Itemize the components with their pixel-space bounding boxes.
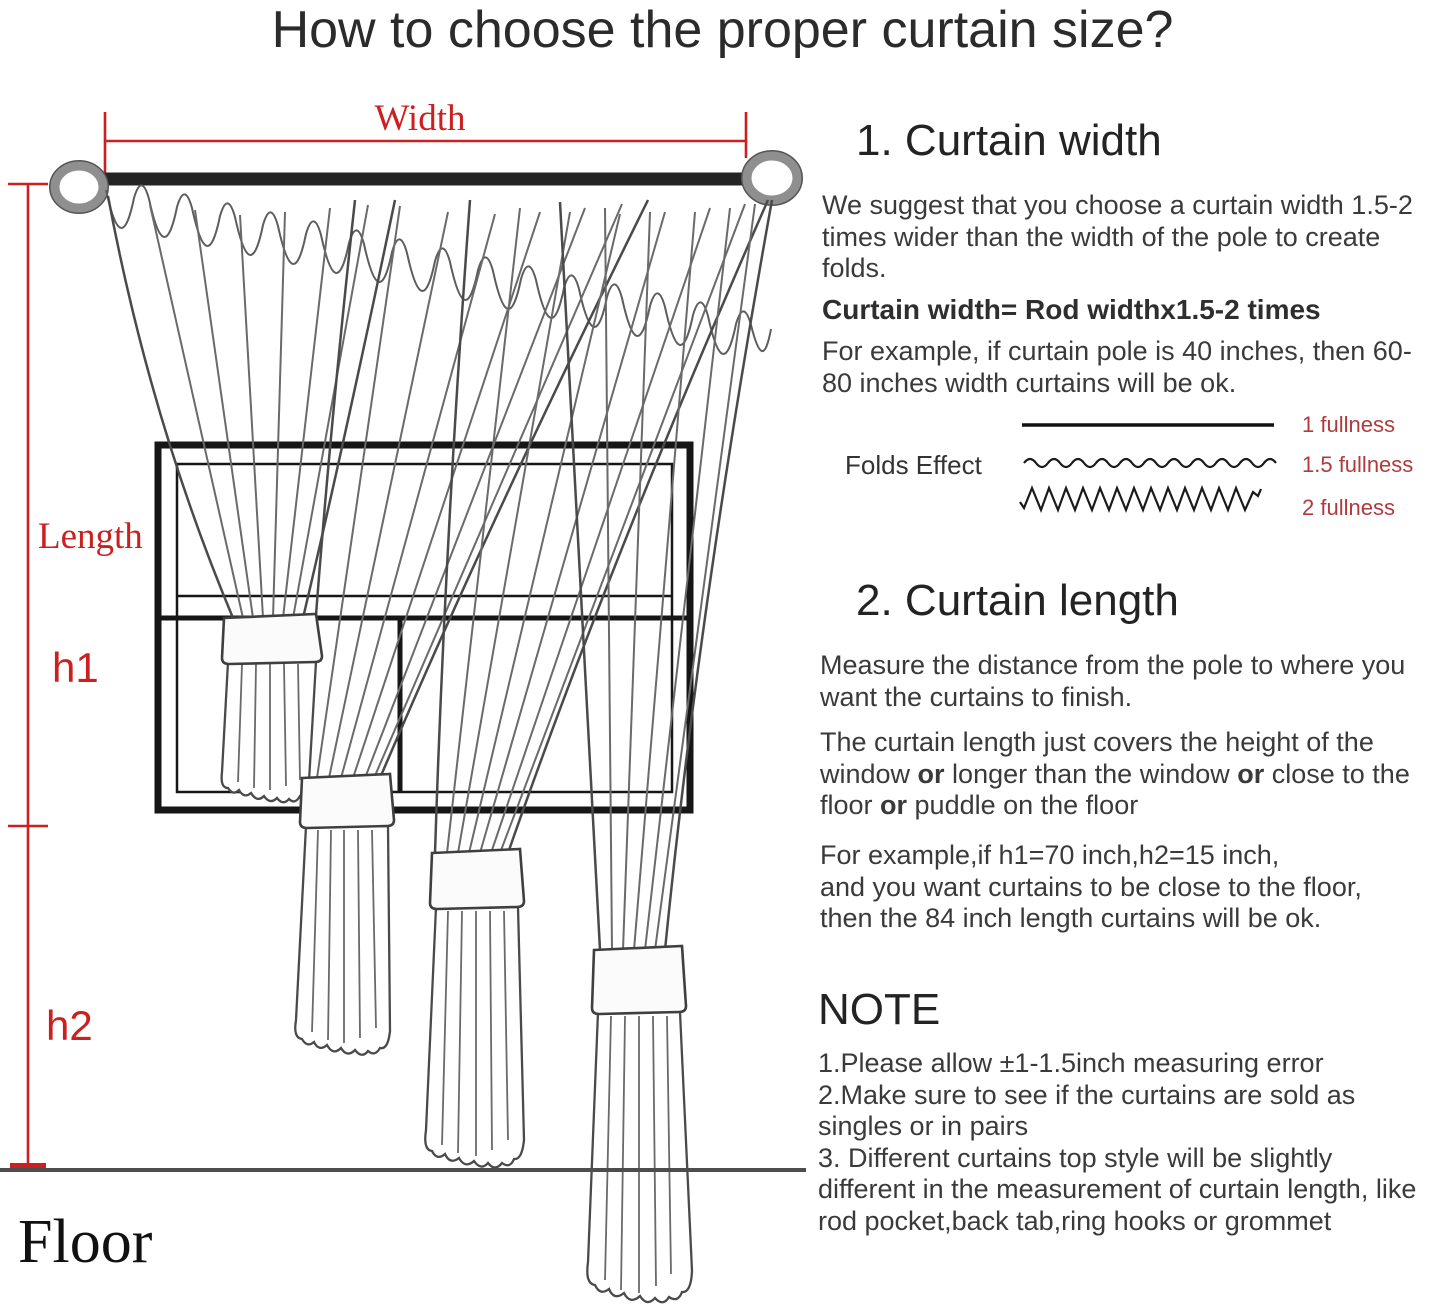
note-item-2: 2.Make sure to see if the curtains are sold as singles or in pairs — [818, 1079, 1356, 1141]
curtain-panel-3-tie — [425, 849, 524, 1168]
curtain-width-formula: Curtain width= Rod widthx1.5-2 times — [822, 294, 1321, 325]
fullness-label-2: 2 fullness — [1302, 495, 1395, 520]
example-line-2: and you want curtains to be close to the floor, — [820, 871, 1362, 902]
section-width-heading: 1. Curtain width — [856, 116, 1162, 165]
h2-label: h2 — [46, 1002, 93, 1049]
curtain-panel-2-tie — [295, 774, 394, 1055]
fullness-2-zigzag — [1020, 488, 1261, 510]
curtain-measure-diagram — [0, 60, 810, 1314]
fullness-label-1-5: 1.5 fullness — [1302, 452, 1414, 477]
fullness-lines-graphic — [1012, 400, 1292, 540]
curtain-header-folds — [106, 185, 771, 354]
curtain-rod — [50, 151, 802, 213]
page-title: How to choose the proper curtain size? — [271, 1, 1174, 59]
section-length-heading: 2. Curtain length — [856, 576, 1179, 625]
section-length-paragraph-1: Measure the distance from the pole to where you want the curtains to finish. — [820, 650, 1406, 712]
section-width-paragraph-2: For example, if curtain pole is 40 inches, then 60-80 inches width curtains will be ok. — [822, 336, 1412, 398]
floor-label: Floor — [18, 1208, 153, 1276]
note-list — [818, 1048, 1430, 1237]
note-heading: NOTE — [818, 985, 941, 1034]
section-length-paragraph-2: The curtain length just covers the height of the window or longer than the window or close to the floor or puddle on the floor — [820, 727, 1410, 820]
note-item-3: 3. Different curtains top style will be slightly different in the measurement of curtain length, like rod pocket,back tab,ring hooks or grommet — [818, 1142, 1417, 1236]
length-dimension-line — [8, 184, 48, 1168]
curtain-panel-2-fan — [305, 200, 648, 778]
folds-effect-label: Folds Effect — [845, 450, 982, 480]
h1-label: h1 — [52, 644, 99, 691]
fullness-label-1: 1 fullness — [1302, 412, 1395, 437]
length-label: Length — [38, 516, 143, 557]
section-length-paragraph-3 — [820, 840, 1440, 935]
section-width-paragraph-1: We suggest that you choose a curtain width 1.5-2 times wider than the width of the pole to create folds. — [822, 190, 1413, 283]
example-line-3: then the 84 inch length curtains will be ok. — [820, 903, 1322, 933]
fullness-1-5-wave — [1024, 459, 1276, 467]
note-item-1: 1.Please allow ±1-1.5inch measuring error — [818, 1048, 1324, 1078]
curtain-panel-4-tie — [587, 946, 692, 1302]
curtain-panel-1-fan — [108, 196, 395, 618]
example-line-1: For example,if h1=70 inch,h2=15 inch, — [820, 840, 1280, 870]
width-label: Width — [374, 98, 466, 139]
curtain-panel-1-tie — [222, 614, 322, 802]
